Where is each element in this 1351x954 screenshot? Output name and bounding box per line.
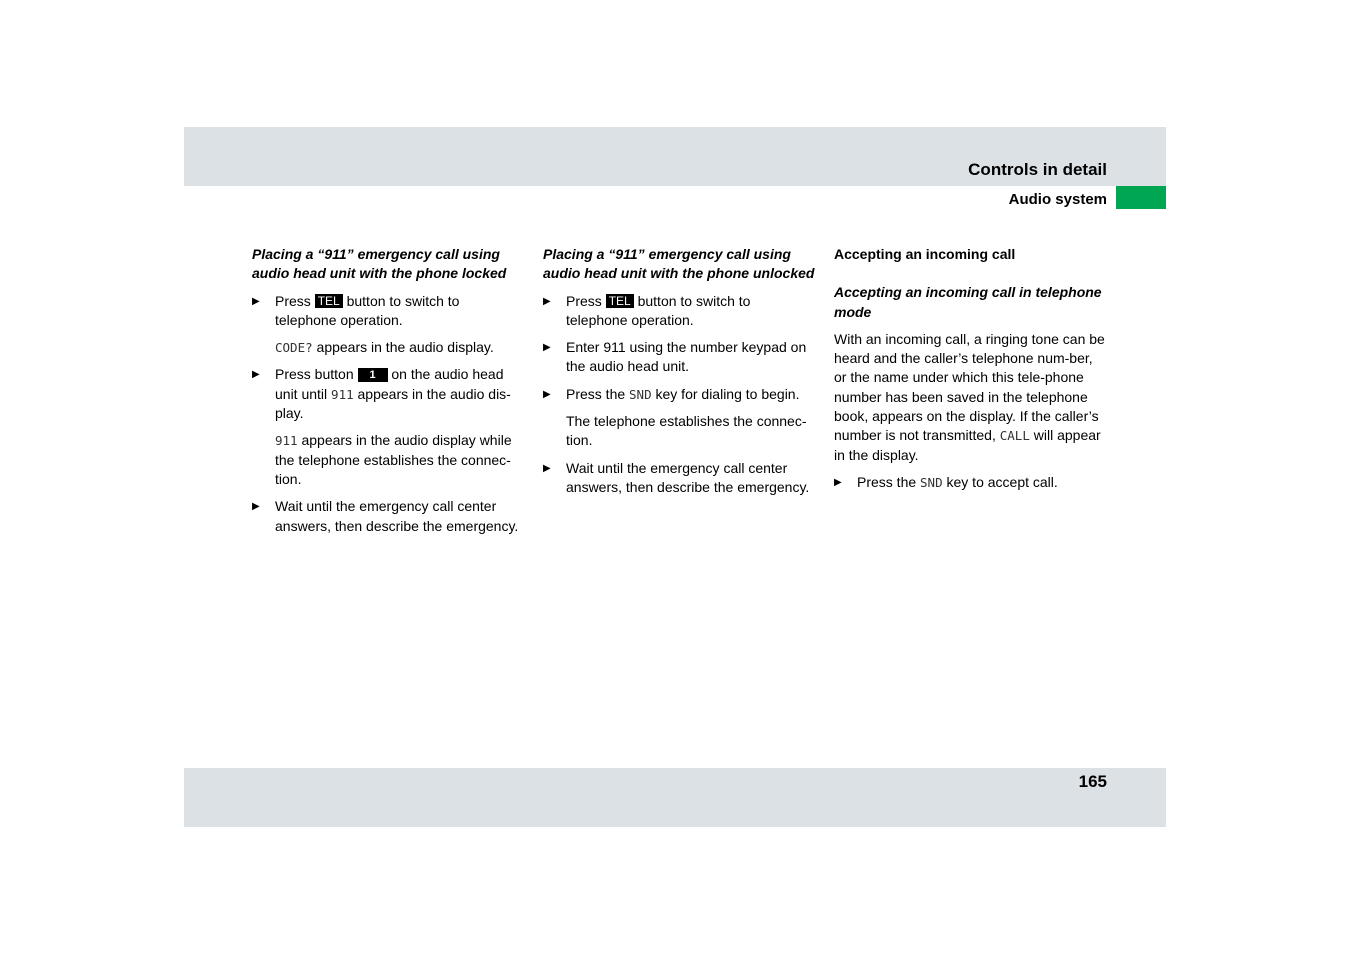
bullet-arrow-icon: ▶ — [543, 388, 551, 400]
paragraph-incoming-call: With an incoming call, a ringing tone can be heard and the caller’s telephone num-ber, or the name under which this tele-phone number has been saved in the telephone book, appears on the display. If the caller’s number is not transmitted, CALL will appear in the display. — [834, 330, 1105, 463]
footer-band — [184, 768, 1166, 827]
step-wait-answer: ▶ Wait until the emergency call center answers, then describe the emergency. — [543, 459, 810, 495]
step-press-tel: ▶ Press TEL button to switch to telephone operation. — [252, 292, 460, 328]
page-number: 165 — [1078, 772, 1107, 791]
bullet-arrow-icon: ▶ — [543, 295, 551, 307]
heading-911-unlocked: Placing a “911” emergency call using audio head unit with the phone unlocked — [543, 246, 815, 282]
note-911-display: 911 appears in the audio display while the telephone establishes the connec-tion. — [275, 432, 512, 487]
display-911: 911 — [275, 433, 298, 449]
heading-accepting-call: Accepting an incoming call — [834, 246, 1016, 262]
bullet-arrow-icon: ▶ — [543, 462, 551, 474]
step-accept-call: ▶ Press the SND key to accept call. — [834, 473, 1106, 492]
step-press-snd: ▶ Press the SND key for dialing to begin. — [543, 385, 815, 404]
step-press-tel: ▶ Press TEL button to switch to telephone operation. — [543, 292, 751, 328]
step-enter-911: ▶ Enter 911 using the number keypad on the audio head unit. — [543, 339, 807, 375]
bullet-arrow-icon: ▶ — [252, 369, 260, 381]
section-title: Controls in detail — [968, 160, 1107, 179]
bullet-arrow-icon: ▶ — [252, 295, 260, 307]
snd-key-label: SND — [920, 474, 943, 490]
snd-key-label: SND — [629, 386, 652, 402]
column-incoming-call — [834, 245, 1106, 500]
column-phone-unlocked — [543, 245, 815, 505]
heading-911-locked: Placing a “911” emergency call using audio head unit with the phone locked — [252, 246, 507, 282]
bullet-arrow-icon: ▶ — [543, 342, 551, 354]
column-phone-locked — [252, 245, 524, 544]
display-911: 911 — [331, 386, 354, 402]
number-1-key-icon: 1 — [358, 368, 388, 382]
tel-key-icon: TEL — [315, 294, 343, 308]
note-connection: The telephone establishes the connec-tion. — [566, 413, 807, 449]
bullet-arrow-icon: ▶ — [252, 501, 260, 513]
bullet-arrow-icon: ▶ — [834, 476, 842, 488]
display-code: CODE? — [275, 340, 313, 356]
step-wait-answer: ▶ Wait until the emergency call center answers, then describe the emergency. — [252, 498, 519, 534]
tel-key-icon: TEL — [606, 294, 634, 308]
display-call: CALL — [999, 428, 1030, 444]
section-subtitle: Audio system — [1008, 191, 1107, 208]
step-press-1: ▶ Press button 1 on the audio head unit until 911 appears in the audio dis-play. — [252, 366, 511, 422]
subheading-telephone-mode: Accepting an incoming call in telephone mode — [834, 284, 1102, 320]
section-marker-tab — [1116, 186, 1166, 209]
note-code-display: CODE? appears in the audio display. — [275, 339, 494, 356]
